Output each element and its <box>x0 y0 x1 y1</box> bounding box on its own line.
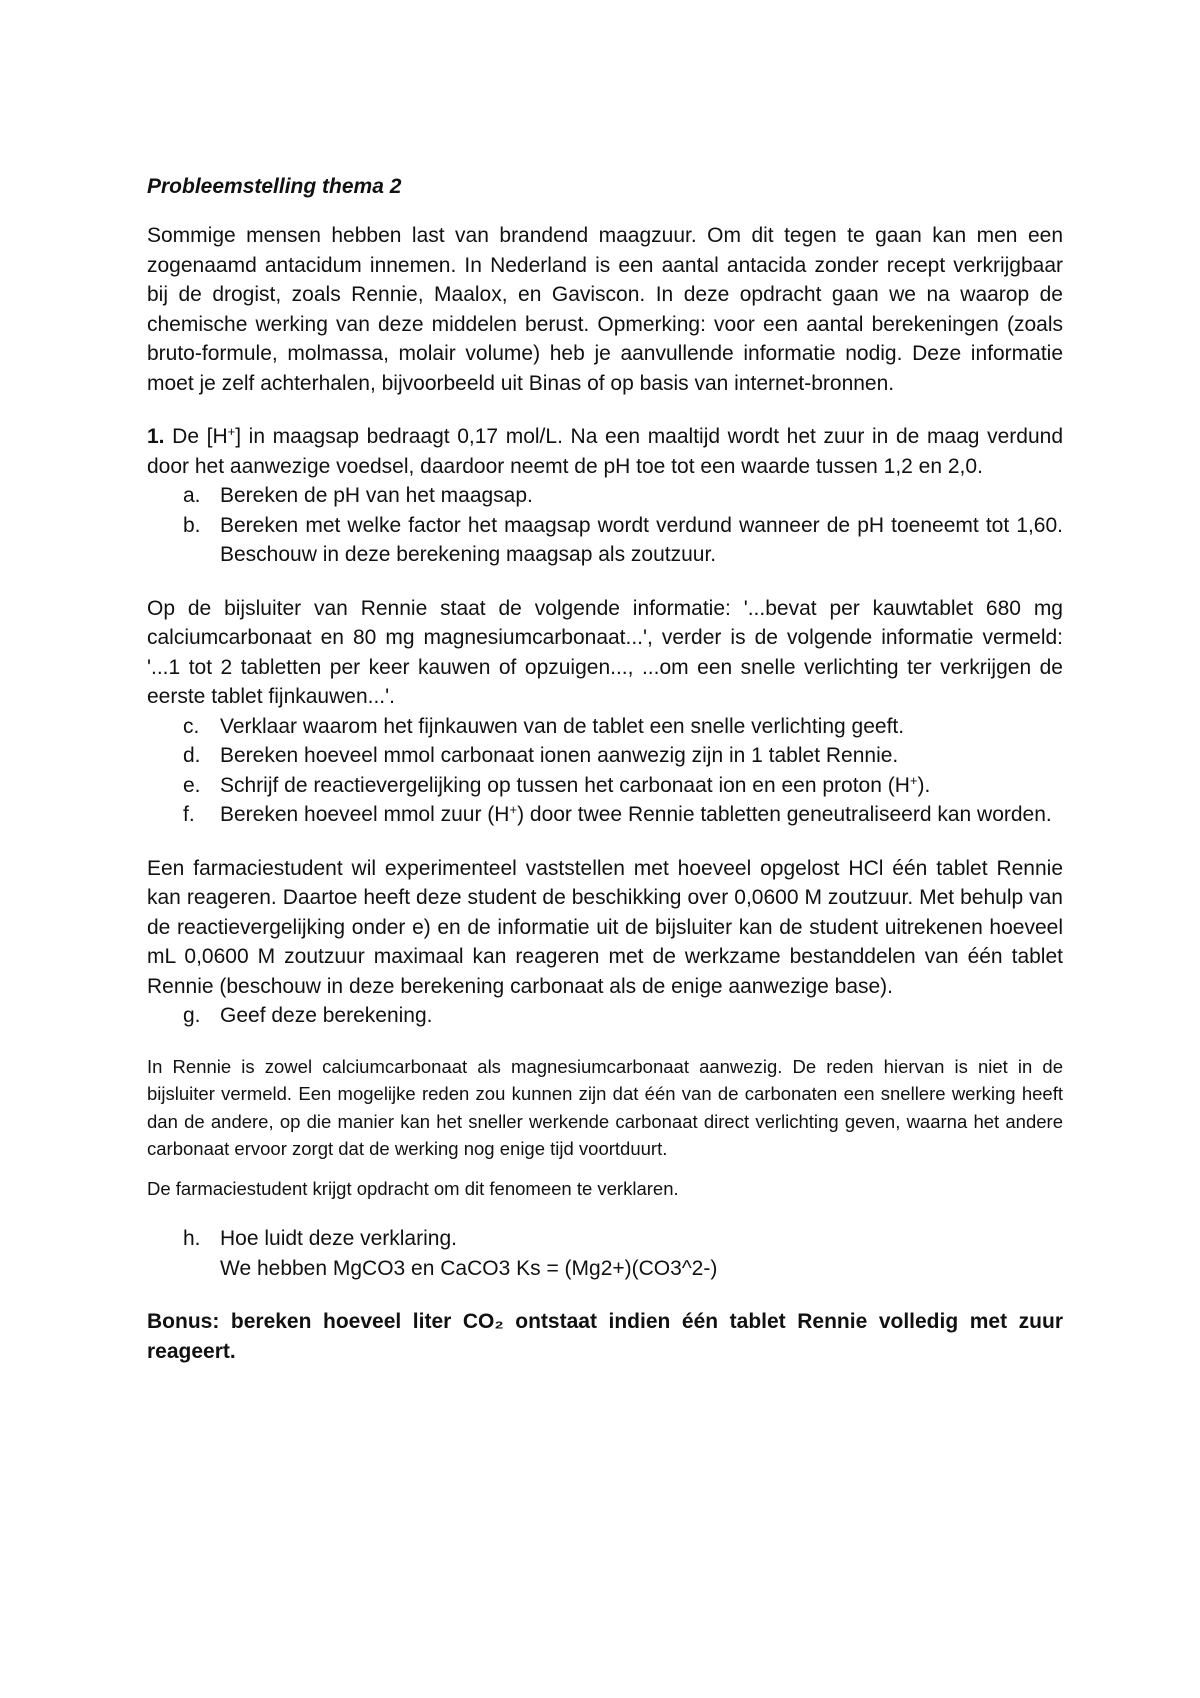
rennie-info-paragraph: Op de bijsluiter van Rennie staat de volgende informatie: '...bevat per kauwtablet 680 mg calciumcarbonaat en 80 mg magnesiumcarbonaat...', verder is de volgende informatie vermeld: '...1 tot 2 tabletten per keer kauwen of opzuigen..., ...om een snelle verlichting ter verkrijgen de eerste tablet fijnkauwen...'. <box>147 596 1063 708</box>
list-item-b <box>147 511 1063 570</box>
list-item-a <box>147 481 1063 511</box>
list-letter: d. <box>183 744 201 767</box>
superscript-plus: + <box>909 772 918 788</box>
list-item-h <box>147 1224 1063 1283</box>
note-paragraph-1: In Rennie is zowel calciumcarbonaat als magnesiumcarbonaat aanwezig. De reden hiervan is niet in de bijsluiter vermeld. Een mogelijke reden zou kunnen zijn dat één van de carbonaten een snellere werking heeft dan de andere, op die manier kan het sneller werkende carbonaat direct verlichting geven, waarna het andere carbonaat ervoor zorgt dat de werking nog enige tijd voortduurt. <box>147 1055 1063 1159</box>
list-item-c <box>147 712 1063 742</box>
list-text: Bereken hoeveel mmol zuur (H <box>220 803 510 826</box>
list-text: Bereken hoeveel mmol carbonaat ionen aanwezig zijn in 1 tablet Rennie. <box>220 744 899 767</box>
question-1-paragraph <box>147 422 1063 481</box>
superscript-plus: + <box>509 802 518 817</box>
list-text: Geef deze berekening. <box>220 1004 433 1027</box>
list-letter: e. <box>183 773 201 797</box>
handwritten-answer: We hebben MgCO3 en CaCO3 Ks = (Mg2+)(CO3^2-) <box>220 1256 718 1280</box>
explanation-question-list <box>147 1224 1063 1283</box>
list-item-f <box>147 800 1063 830</box>
student-info-paragraph: Een farmaciestudent wil experimenteel vaststellen met hoeveel opgelost HCl één tablet Rennie kan reageren. Daartoe heeft deze student de beschikking over 0,0600 M zoutzuur. Met behulp van de reactievergelijking onder e) en de informatie uit de bijsluiter kan de student uitrekenen hoeveel mL 0,0600 M zoutzuur maximaal kan reageren met de werkzame bestanddelen van één tablet Rennie (beschouw in deze berekening carbonaat als de enige aanwezige base). <box>147 856 1063 998</box>
list-letter: c. <box>183 714 200 738</box>
list-text: Bereken met welke factor het maagsap wordt verdund wanneer de pH toeneemt tot 1,60. Beschouw in deze berekening maagsap als zoutzuur. <box>220 513 1063 566</box>
list-item-d <box>147 741 1063 771</box>
rennie-question-list <box>147 712 1063 830</box>
list-text: Verklaar waarom het fijnkauwen van de tablet een snelle verlichting geeft. <box>220 714 905 738</box>
list-text-end: ) door twee Rennie tabletten geneutraliseerd kan worden. <box>517 803 1052 826</box>
document-title: Probleemstelling thema 2 <box>147 175 402 198</box>
list-letter: g. <box>183 1004 201 1027</box>
question-1-text-part2: ] in maagsap bedraagt 0,17 mol/L. Na een maaltijd wordt het zuur in de maag verdund door het aanwezige voedsel, daardoor neemt de pH toe tot een waarde tussen 1,2 en 2,0. <box>147 425 1063 478</box>
list-text: Bereken de pH van het maagsap. <box>220 484 533 507</box>
note-paragraph-2: De farmaciestudent krijgt opdracht om dit fenomeen te verklaren. <box>147 1177 679 1199</box>
intro-paragraph: Sommige mensen hebben last van brandend maagzuur. Om dit tegen te gaan kan men een zogenaamd antacidum innemen. In Nederland is een aantal antacida zonder recept verkrijgbaar bij de drogist, zoals Rennie, Maalox, en Gaviscon. In deze opdracht gaan we na waarop de chemische werking van deze middelen berust. Opmerking: voor een aantal berekeningen (zoals bruto-formule, molmassa, molair volume) heb je aanvullende informatie nodig. Deze informatie moet je zelf achterhalen, bijvoorbeeld uit Binas of op basis van internet-bronnen. <box>147 224 1063 395</box>
list-text: Hoe luidt deze verklaring. <box>220 1227 457 1250</box>
question-1-text-part1: De [H <box>164 425 228 448</box>
document-page <box>147 175 1063 1366</box>
superscript-plus: + <box>227 424 236 439</box>
bonus-question: Bonus: bereken hoeveel liter CO₂ ontstaat indien één tablet Rennie volledig met zuur reageert. <box>147 1310 1063 1363</box>
list-item-e <box>147 771 1063 801</box>
list-text: Schrijf de reactievergelijking op tussen het carbonaat ion en een proton (H <box>220 773 910 797</box>
list-letter: h. <box>183 1227 201 1250</box>
list-text-end: ). <box>917 773 931 797</box>
question-1-list <box>147 481 1063 570</box>
list-letter: a. <box>183 484 201 507</box>
list-letter: b. <box>183 513 201 537</box>
list-item-g <box>147 1001 1063 1031</box>
student-question-list <box>147 1001 1063 1031</box>
question-1-number: 1. <box>147 425 165 448</box>
list-letter: f. <box>183 803 195 826</box>
